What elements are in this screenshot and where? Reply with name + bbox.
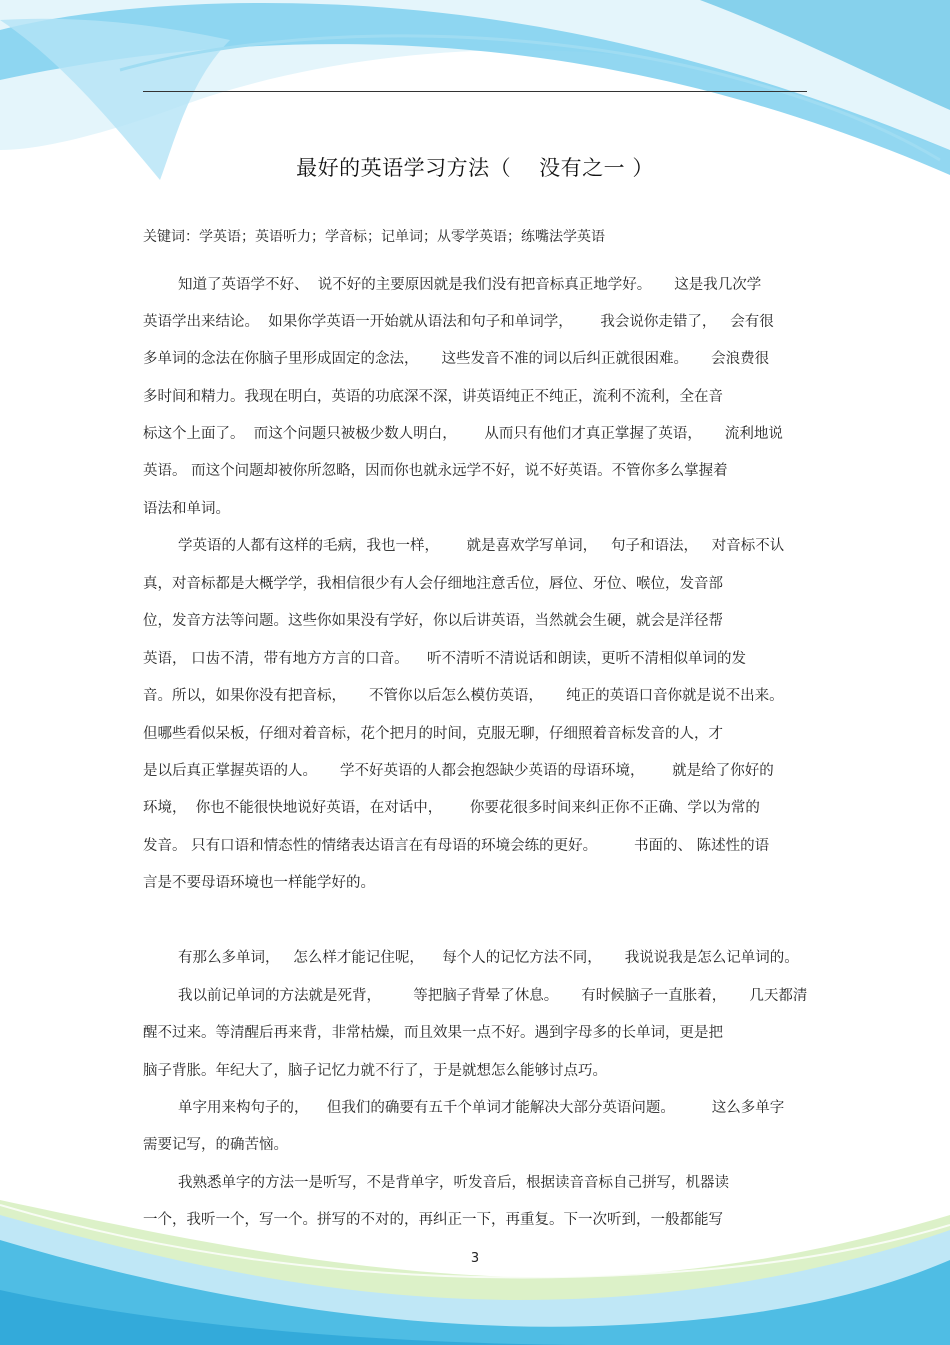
body-line: 位，发音方法等问题。这些你如果没有学好，你以后讲英语，当然就会生硬，就会是洋径帮 [143,613,723,629]
body-line: 环境， 你也不能很快地说好英语，在对话中， 你要花很多时间来纠正你不正确、学以为常的 [143,800,760,816]
title-tail: 没有之一 ） [539,156,654,180]
body-line: 脑子背胀。年纪大了，脑子记忆力就不行了，于是就想怎么能够讨点巧。 [143,1063,607,1079]
body-line: 单字用来构句子的， 但我们的确要有五千个单词才能解决大部分英语问题。 这么多单字 [178,1100,785,1116]
title-main: 最好的英语学习方法（ [296,156,512,180]
body-line: 一个，我听一个，写一个。拼写的不对的，再纠正一下，再重复。下一次听到，一般都能写 [143,1212,723,1228]
header-rule [143,91,807,92]
body-line: 需要记写，的确苦恼。 [143,1137,288,1153]
body-line: 但哪些看似呆板，仔细对着音标，花个把月的时间，克服无聊，仔细照着音标发音的人，才 [143,726,723,742]
body-line: 音。所以，如果你没有把音标， 不管你以后怎么模仿英语， 纯正的英语口音你就是说不出来。 [143,688,784,704]
body-line: 有那么多单词， 怎么样才能记住呢， 每个人的记忆方法不同， 我说说我是怎么记单词的。 [178,950,799,966]
keywords-line: 关键词：学英语；英语听力；学音标；记单词；从零学英语；练嘴法学英语 [143,229,605,245]
body-line: 多单词的念法在你脑子里形成固定的念法， 这些发音不准的词以后纠正就很困难。 会浪费很 [143,351,770,367]
body-line: 英语学出来结论。 如果你学英语一开始就从语法和句子和单词学， 我会说你走错了， 会有很 [143,314,774,330]
body-line: 真，对音标都是大概学学，我相信很少有人会仔细地注意舌位，唇位、牙位、喉位，发音部 [143,576,723,592]
body-line: 多时间和精力。我现在明白，英语的功底深不深，讲英语纯正不纯正，流利不流利，全在音 [143,389,723,405]
body-line: 是以后真正掌握英语的人。 学不好英语的人都会抱怨缺少英语的母语环境， 就是给了你好的 [143,763,774,779]
body-line: 知道了英语学不好、 说不好的主要原因就是我们没有把音标真正地学好。 这是我几次学 [178,277,762,293]
body-line: 语法和单词。 [143,501,230,517]
body-line: 我以前记单词的方法就是死背， 等把脑子背晕了休息。 有时候脑子一直胀着， 几天都清 [178,988,808,1004]
document-title [0,152,950,182]
page-number: 3 [470,1251,480,1266]
body-line: 学英语的人都有这样的毛病，我也一样， 就是喜欢学写单词， 句子和语法， 对音标不认 [178,538,785,554]
body-line: 醒不过来。等清醒后再来背，非常枯燥，而且效果一点不好。遇到字母多的长单词，更是把 [143,1025,723,1041]
body-line: 发音。 只有口语和情态性的情绪表达语言在有母语的环境会练的更好。 书面的、 陈述性的语 [143,838,770,854]
body-line: 英语。 而这个问题却被你所忽略，因而你也就永远学不好，说不好英语。不管你多么掌握着 [143,463,728,479]
body-line: 标这个上面了。 而这个问题只被极少数人明白， 从而只有他们才真正掌握了英语， 流利地说 [143,426,783,442]
body-line: 英语， 口齿不清，带有地方方言的口音。 听不清听不清说话和朗读，更听不清相似单词的发 [143,651,747,667]
body-line: 我熟悉单字的方法一是听写，不是背单字，听发音后，根据读音音标自己拼写，机器读 [178,1175,729,1191]
body-line: 言是不要母语环境也一样能学好的。 [143,875,375,891]
